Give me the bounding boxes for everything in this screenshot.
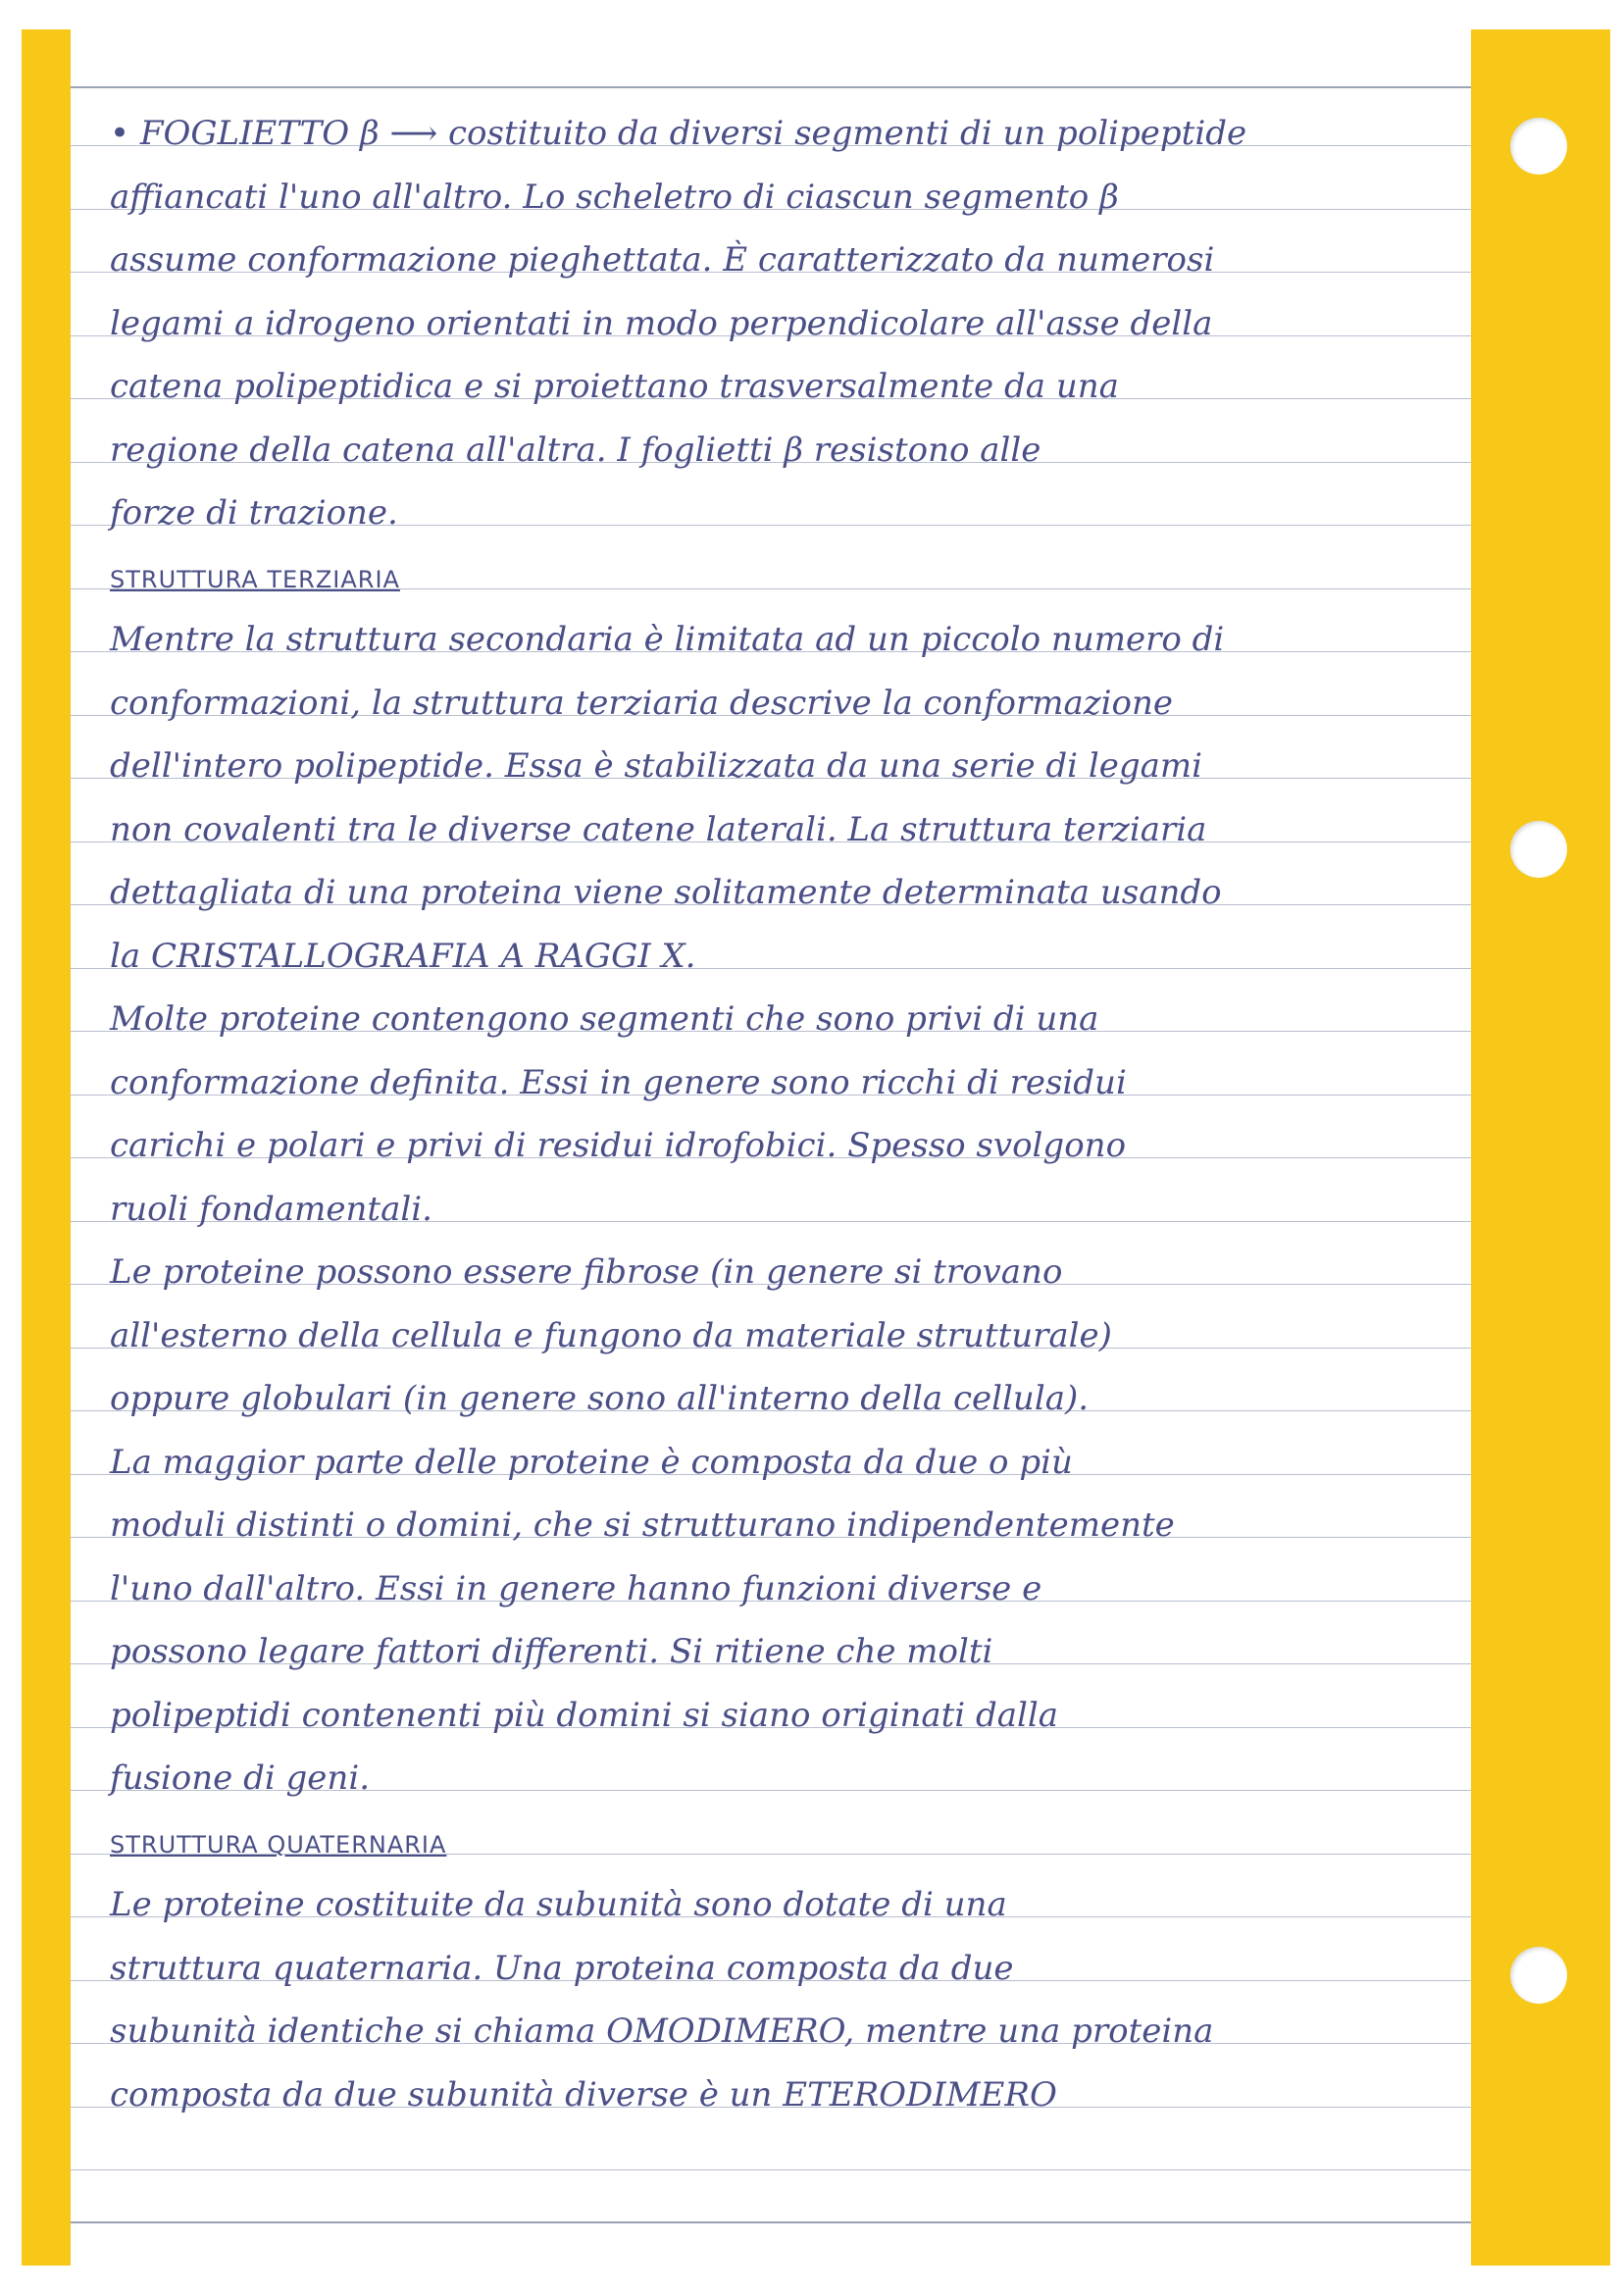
note-line: fusione di geni. — [110, 1759, 371, 1798]
note-line: Le proteine possono essere fibrose (in genere si trovano — [110, 1252, 1063, 1292]
note-line: composta da due subunità diverse è un ETERODIMERO — [110, 2074, 1057, 2115]
note-line: l'uno dall'altro. Essi in genere hanno funzioni diverse e — [110, 1568, 1042, 1608]
note-line: forze di trazione. — [110, 493, 398, 533]
note-line: Molte proteine contengono segmenti che sono privi di una — [110, 999, 1099, 1039]
note-line: ruoli fondamentali. — [110, 1189, 432, 1229]
note-line: catena polipeptidica e si proiettano trasversalmente da una — [110, 367, 1119, 406]
note-line: possono legare fattori differenti. Si ritiene che molti — [110, 1632, 993, 1671]
note-line: legami a idrogeno orientati in modo perpendicolare all'asse della — [110, 303, 1213, 343]
note-line: Mentre la struttura secondaria è limitata ad un piccolo numero di — [110, 620, 1225, 659]
left-yellow-margin-strip — [22, 29, 71, 2266]
note-line: conformazioni, la struttura terziaria descrive la conformazione — [110, 683, 1174, 723]
binder-hole-top — [1510, 118, 1567, 175]
note-line: regione della catena all'altra. I foglietti β resistono alle — [110, 430, 1041, 470]
binder-hole-bottom — [1510, 1947, 1567, 2004]
note-line: Le proteine costituite da subunità sono dotate di una — [110, 1885, 1007, 1924]
note-line: assume conformazione pieghettata. È caratterizzato da numerosi — [110, 240, 1215, 280]
note-line: La maggior parte delle proteine è composta da due o più — [110, 1442, 1073, 1482]
note-line: dell'intero polipeptide. Essa è stabilizzata da una serie di legami — [110, 746, 1202, 786]
note-line: polipeptidi contenenti più domini si siano originati dalla — [110, 1695, 1059, 1735]
note-line: moduli distinti o domini, che si strutturano indipendentemente — [110, 1505, 1175, 1545]
note-line: subunità identiche si chiama OMODIMERO, mentre una proteina — [110, 2012, 1214, 2051]
note-line: struttura quaternaria. Una proteina composta da due — [110, 1948, 1014, 1988]
handwritten-notes — [110, 102, 1473, 2126]
note-line: la CRISTALLOGRAFIA A RAGGI X. — [110, 936, 696, 976]
section-heading: STRUTTURA QUATERNARIA — [110, 1830, 447, 1859]
note-line: oppure globulari (in genere sono all'interno della cellula). — [110, 1379, 1090, 1418]
note-line: all'esterno della cellula e fungono da materiale strutturale) — [110, 1315, 1112, 1355]
note-line: non covalenti tra le diverse catene laterali. La struttura terziaria — [110, 809, 1207, 849]
binder-hole-middle — [1510, 821, 1567, 878]
note-line: affiancati l'uno all'altro. Lo scheletro di ciascun segmento β — [110, 177, 1119, 217]
note-line: conformazione definita. Essi in genere sono ricchi di residui — [110, 1062, 1127, 1102]
section-heading: STRUTTURA TERZIARIA — [110, 565, 400, 593]
right-yellow-margin-strip — [1471, 29, 1610, 2266]
note-line: carichi e polari e privi di residui idrofobici. Spesso svolgono — [110, 1126, 1127, 1165]
note-line: • FOGLIETTO β ⟶ costituito da diversi segmenti di un polipeptide — [110, 114, 1247, 153]
note-line: dettagliata di una proteina viene solitamente determinata usando — [110, 873, 1222, 912]
ruled-line — [71, 2169, 1471, 2170]
